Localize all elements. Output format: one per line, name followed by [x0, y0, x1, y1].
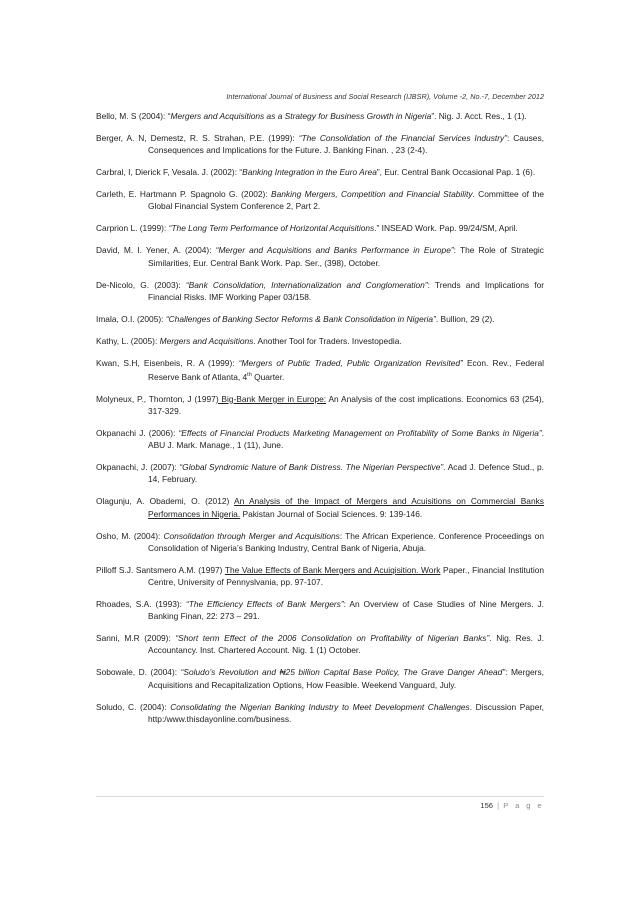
reference-entry [96, 393, 544, 417]
page-label: P a g e [503, 801, 544, 810]
reference-entry [96, 427, 544, 451]
reference-entry [96, 188, 544, 212]
ref-title: “The Efficiency Effects of Bank Mergers” [185, 599, 344, 610]
ref-text: : Trends and Implications for Financial Risks. IMF Working Paper 03/158. [148, 279, 545, 302]
ref-text: Sanni, M.R (2009): [96, 633, 176, 644]
ref-text: Berger, A. N, Demestz, R. S. Strahan, P.E. (1999): [96, 133, 299, 143]
ref-text: Kathy, L. (2005): [96, 335, 160, 346]
reference-entry [96, 222, 544, 234]
reference-entry [96, 357, 544, 383]
ref-text: An Analysis of the cost implications. Economics 63 (254), 317-329. [148, 393, 544, 417]
ref-text: Soludo, C. (2004): [96, 701, 171, 712]
ref-text: Carleth, E. Hartmann P. Spagnolo G. (2002): [96, 189, 271, 200]
ref-text: . Bullion, 29 (2). [435, 313, 495, 324]
ref-title: Banking Mergers, Competition and Financial Stability [271, 189, 473, 200]
ref-text: Econ. Rev., Federal Reserve Bank of Atlanta, 4 [148, 357, 544, 382]
ref-underlined-title: ) Big-Bank Merger in Europe: [215, 393, 327, 404]
ref-title: Mergers and Acquisitions [159, 335, 254, 346]
reference-list [96, 110, 544, 735]
reference-entry [96, 495, 544, 519]
reference-entry [96, 132, 544, 156]
ref-text: Paper., Financial Institution Centre, University of Pennyslvania, pp. 97-107. [148, 564, 545, 588]
ref-text: . Acad J. Defence Stud., p. 14, February. [148, 462, 544, 485]
ref-text: David, M. I. Yener, A. (2004): [96, 245, 216, 256]
reference-entry [96, 110, 544, 122]
ref-title: “Mergers of Public Traded, Public Organization Revisited” [238, 357, 463, 368]
ref-text: .” INSEAD Work. Pap. 99/24/SM, April. [374, 223, 518, 234]
reference-entry [96, 701, 544, 725]
reference-entry [96, 279, 544, 303]
ref-title: Mergers and Acquisitions as a Strategy for Business Growth in Nigeria [170, 111, 432, 121]
ref-title: “Soludo’s Revolution and ₦25 billion Capital Base Policy, The Grave Danger Ahead” [180, 667, 506, 678]
ref-text: : An Overview of Case Studies of Nine Mergers. J. Banking Finan, 22: 273 – 291. [148, 599, 544, 622]
ref-text: : The African Experience. Conference Proceedings on Consolidation of Nigeria’s Banking Industry, Central Bank of Nigeria, Abuja. [148, 530, 544, 553]
ref-text: Pilloff S.J. Santsmero A.M. (1997) [96, 564, 225, 575]
ref-superscript: th [247, 372, 252, 379]
footer-divider [96, 796, 544, 797]
ref-title: “Short term Effect of the 2006 Consolidation on Profitability of Nigerian Banks” [175, 633, 490, 644]
ref-title: Banking Integration in the Euro Area [242, 167, 377, 178]
ref-text: Imala, O.I. (2005): [96, 313, 166, 324]
ref-title: “Effects of Financial Products Marketing Management on Profitability of Some Banks in Nigeria” [178, 428, 542, 439]
ref-title: “Global Syndromic Nature of Bank Distress. The Nigerian Perspective” [179, 462, 444, 473]
ref-text: De-Nicolo, G. (2003): [96, 279, 186, 290]
ref-text: Molyneux, P., Thornton, J (1997 [96, 393, 216, 404]
ref-text: . Another Tool for Traders. Investopedia. [253, 335, 402, 346]
ref-text: . Nig. Res. J. Accountancy. Inst. Chartered Account. Nig. 1 (1) October. [148, 633, 544, 656]
reference-entry [96, 530, 544, 554]
ref-text: ”. Nig. J. Acct. Res., 1 (1). [431, 111, 527, 121]
reference-entry [96, 244, 544, 268]
reference-entry [96, 166, 544, 178]
ref-text: Carbral, I, Dierick F, Vesala. J. (2002): “ [96, 167, 243, 178]
footer-separator: | [497, 801, 500, 810]
ref-text: Kwan, S.H, Eisenbeis, R. A (1999): [96, 357, 239, 368]
ref-text: Quarter. [251, 371, 285, 382]
ref-text: Sobowale, D. (2004): [96, 667, 181, 678]
ref-text: . Committee of the Global Financial System Conference 2, Part 2. [148, 189, 544, 212]
ref-title: “Merger and Acquisitions and Banks Performance in Europe” [215, 245, 454, 256]
reference-entry [96, 313, 544, 325]
ref-underlined-text: Work [418, 564, 441, 575]
ref-text: Osho, M. (2004): [96, 530, 164, 541]
ref-underlined-title: An Analysis of the Impact of Mergers and Acuisitions on Commercial Banks Performances in Nigeria. [148, 496, 544, 519]
ref-title: “Bank Consolidation, Internationalization and Conglomeration” [185, 279, 428, 290]
ref-text: Okpanachi J. (2006): [96, 428, 179, 439]
reference-entry [96, 598, 544, 622]
ref-underlined-title: The Value Effects of Bank Mergers and Acuiqisition. [224, 564, 419, 575]
running-header: International Journal of Business and Social Research (IJBSR), Volume -2, No.-7, December 2012 [226, 92, 544, 101]
page-number: 156 [480, 801, 494, 810]
reference-entry [96, 564, 544, 588]
ref-title: “The Long Term Performance of Horizontal Acquisitions [168, 223, 375, 234]
ref-title: Consolidation through Merger and Acquisitions [163, 530, 340, 541]
ref-text: Pakistan Journal of Social Sciences. 9: 139-146. [240, 508, 423, 519]
reference-entry [96, 666, 544, 690]
ref-text: : Mergers, Acquisitions and Recapitalization Options, How Feasible. Weekend Vanguard, July. [148, 667, 544, 690]
ref-text: Okpanachi, J. (2007): [96, 462, 180, 473]
page-footer [96, 801, 544, 810]
reference-entry [96, 461, 544, 485]
ref-text: . Discussion Paper, http:/www.thisdayonline.com/business. [148, 701, 545, 724]
reference-entry [96, 335, 544, 347]
reference-entry [96, 632, 544, 656]
ref-title: “Challenges of Banking Sector Reforms & Bank Consolidation in Nigeria” [165, 313, 436, 324]
ref-text: : Causes, Consequences and Implications for the Future. J. Banking Finan. , 23 (2-4). [148, 133, 544, 156]
ref-title: “The Consolidation of the Financial Services Industry” [298, 133, 507, 143]
ref-text: : The Role of Strategic Similarities, Eur. Central Bank Work. Pap. Ser., (398), October. [148, 245, 544, 268]
ref-text: . ABU J. Mark. Manage., 1 (11), June. [148, 428, 544, 451]
ref-text: Carprion L. (1999): [96, 223, 169, 234]
ref-text: Rhoades, S.A. (1993): [96, 599, 186, 610]
ref-title: Consolidating the Nigerian Banking Industry to Meet Development Challenges [170, 701, 470, 712]
ref-text: Olagunju, A. Obademi, O. (2012) [96, 496, 234, 507]
ref-text: ”, Eur. Central Bank Occasional Pap. 1 (6). [376, 167, 536, 178]
ref-text: Bello, M. S (2004): “ [96, 111, 171, 121]
